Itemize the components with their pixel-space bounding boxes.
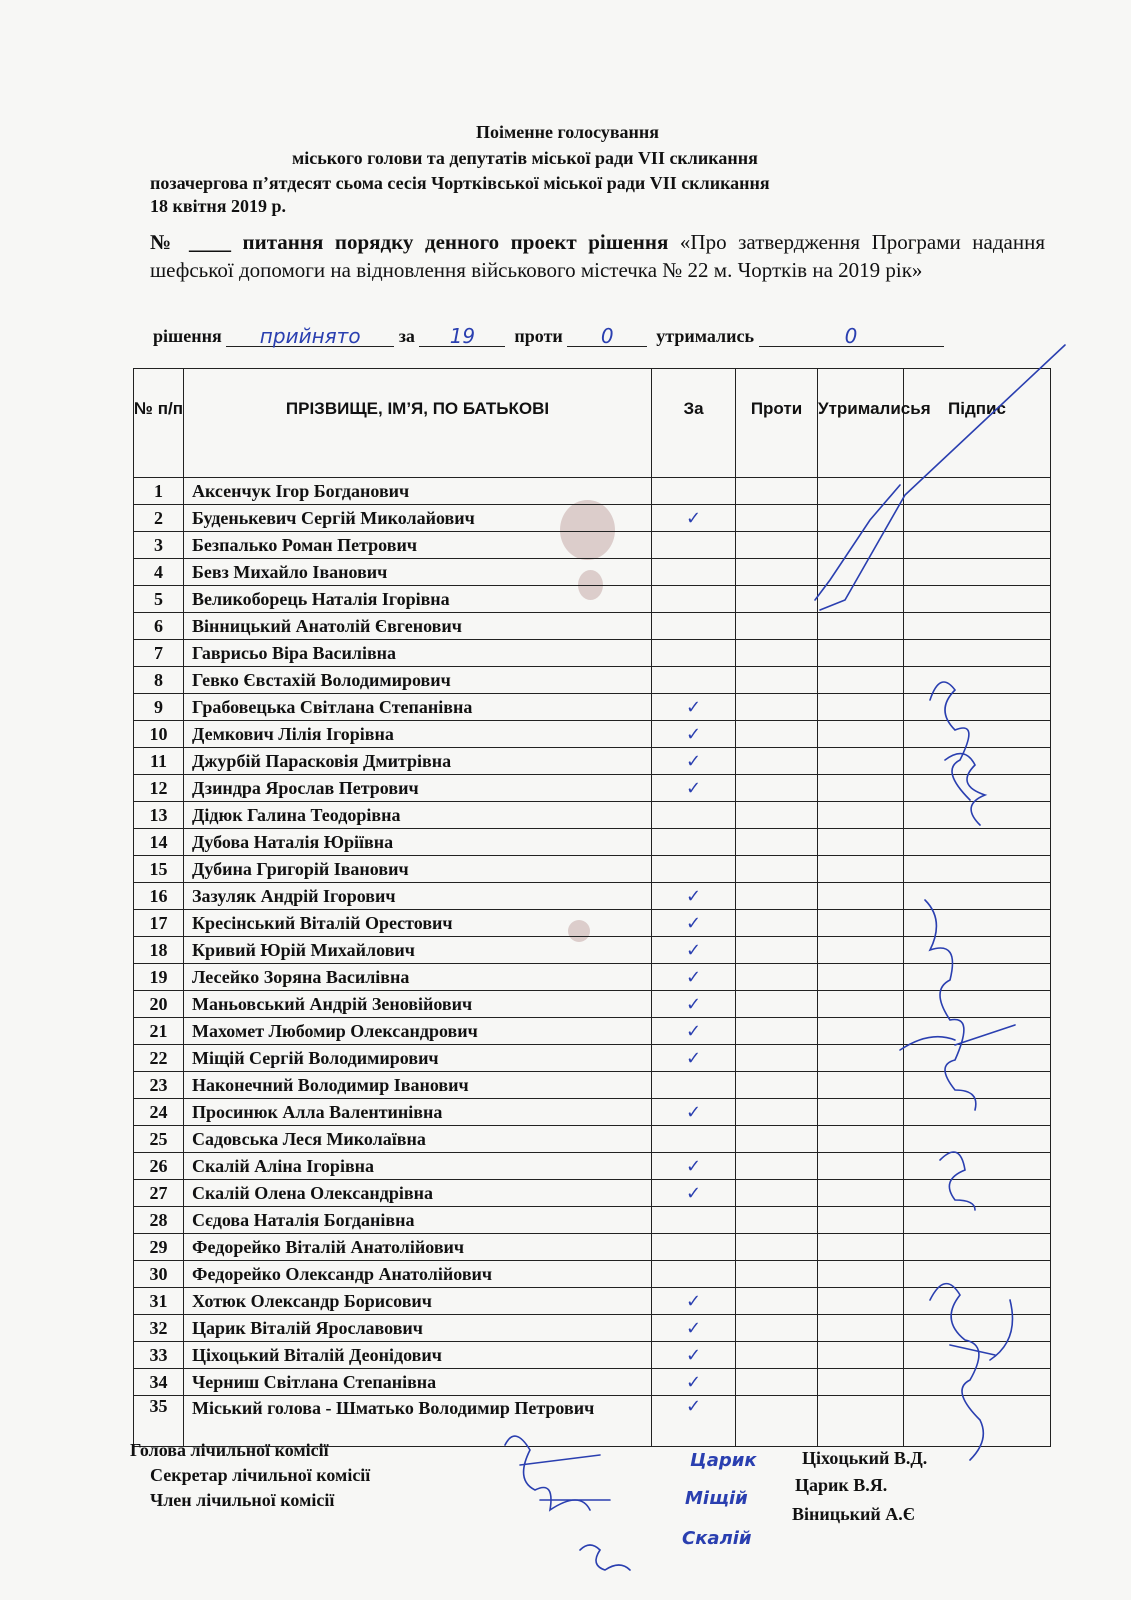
table-row	[134, 640, 1051, 667]
row-vote-against	[736, 586, 818, 613]
table-row	[134, 613, 1051, 640]
row-number: 10	[134, 721, 184, 748]
table-row	[134, 1288, 1051, 1315]
row-vote-abstain	[818, 1126, 904, 1153]
table-row	[134, 964, 1051, 991]
row-number: 4	[134, 559, 184, 586]
row-vote-for: ✓	[652, 694, 736, 721]
row-number: 32	[134, 1315, 184, 1342]
row-vote-for: ✓	[652, 883, 736, 910]
table-row	[134, 559, 1051, 586]
row-name: Кривий Юрій Михайлович	[184, 937, 652, 964]
row-vote-against	[736, 964, 818, 991]
row-vote-against	[736, 937, 818, 964]
row-number: 29	[134, 1234, 184, 1261]
row-name: Гаврисьо Віра Василівна	[184, 640, 652, 667]
row-vote-against	[736, 1396, 818, 1447]
row-name: Махомет Любомир Олександрович	[184, 1018, 652, 1045]
row-vote-for	[652, 1261, 736, 1288]
row-number: 5	[134, 586, 184, 613]
row-name: Маньовський Андрій Зеновійович	[184, 991, 652, 1018]
row-vote-for	[652, 613, 736, 640]
row-vote-against	[736, 1180, 818, 1207]
row-vote-abstain	[818, 478, 904, 505]
row-number: 7	[134, 640, 184, 667]
row-vote-abstain	[818, 613, 904, 640]
against-value: 0	[600, 324, 614, 348]
row-number: 13	[134, 802, 184, 829]
row-name: Буденькевич Сергій Миколайович	[184, 505, 652, 532]
row-number: 3	[134, 532, 184, 559]
row-number: 15	[134, 856, 184, 883]
table-row	[134, 829, 1051, 856]
row-number: 17	[134, 910, 184, 937]
row-vote-for: ✓	[652, 1153, 736, 1180]
row-vote-against	[736, 1126, 818, 1153]
row-signature	[904, 532, 1051, 559]
row-signature	[904, 829, 1051, 856]
table-row	[134, 505, 1051, 532]
row-number: 25	[134, 1126, 184, 1153]
row-name: Вінницький Анатолій Євгенович	[184, 613, 652, 640]
row-number: 27	[134, 1180, 184, 1207]
row-number: 2	[134, 505, 184, 532]
row-signature	[904, 667, 1051, 694]
chair-label: Голова лічильної комісії	[130, 1440, 329, 1460]
member-name: Віницький А.Є	[792, 1504, 915, 1524]
row-vote-abstain	[818, 748, 904, 775]
row-vote-for: ✓	[652, 1315, 736, 1342]
handwritten-name-2: Міщій	[685, 1488, 748, 1509]
row-vote-against	[736, 640, 818, 667]
row-signature	[904, 1396, 1051, 1447]
row-vote-for: ✓	[652, 1369, 736, 1396]
row-number: 12	[134, 775, 184, 802]
row-name: Гевко Євстахій Володимирович	[184, 667, 652, 694]
row-vote-for: ✓	[652, 1180, 736, 1207]
for-value: 19	[449, 324, 476, 348]
row-vote-against	[736, 532, 818, 559]
row-vote-abstain	[818, 1396, 904, 1447]
table-row	[134, 1126, 1051, 1153]
row-number: 19	[134, 964, 184, 991]
row-signature	[904, 964, 1051, 991]
row-vote-abstain	[818, 694, 904, 721]
table-row	[134, 1234, 1051, 1261]
row-vote-abstain	[818, 1072, 904, 1099]
row-signature	[904, 856, 1051, 883]
row-vote-abstain	[818, 667, 904, 694]
table-row	[134, 694, 1051, 721]
row-vote-abstain	[818, 586, 904, 613]
row-vote-for	[652, 559, 736, 586]
row-name: Дзиндра Ярослав Петрович	[184, 775, 652, 802]
table-row	[134, 1072, 1051, 1099]
row-name: Міський голова - Шматько Володимир Петрович	[184, 1396, 652, 1447]
row-vote-for: ✓	[652, 991, 736, 1018]
row-number: 28	[134, 1207, 184, 1234]
row-number: 18	[134, 937, 184, 964]
handwritten-name-1: Царик	[690, 1450, 757, 1471]
handwritten-name-3: Скалій	[682, 1528, 752, 1549]
member-label: Член лічильної комісії	[150, 1490, 335, 1510]
row-vote-for: ✓	[652, 1342, 736, 1369]
abstain-field	[759, 324, 944, 347]
table-row	[134, 748, 1051, 775]
row-number: 14	[134, 829, 184, 856]
row-vote-against	[736, 1234, 818, 1261]
row-signature	[904, 586, 1051, 613]
row-name: Великоборець Наталія Ігорівна	[184, 586, 652, 613]
agenda-title: «Про затвердження Програми надання шефської допомоги на відновлення військового містечка № 22 м. Чортків на 2019 рік»	[150, 230, 1046, 282]
row-vote-for: ✓	[652, 937, 736, 964]
row-signature	[904, 775, 1051, 802]
row-vote-against	[736, 1288, 818, 1315]
row-vote-against	[736, 1261, 818, 1288]
against-label: проти	[514, 326, 563, 346]
row-signature	[904, 1018, 1051, 1045]
row-name: Грабовецька Світлана Степанівна	[184, 694, 652, 721]
row-number: 33	[134, 1342, 184, 1369]
table-row	[134, 802, 1051, 829]
row-vote-abstain	[818, 721, 904, 748]
row-signature	[904, 883, 1051, 910]
row-number: 11	[134, 748, 184, 775]
row-signature	[904, 1180, 1051, 1207]
table-row	[134, 1261, 1051, 1288]
row-signature	[904, 1369, 1051, 1396]
table-row	[134, 1099, 1051, 1126]
row-vote-for	[652, 532, 736, 559]
session-line: позачергова п’ятдесят сьома сесія Чортківської міської ради VІІ скликання	[150, 173, 770, 193]
row-number: 8	[134, 667, 184, 694]
agenda-item	[150, 228, 1045, 284]
row-vote-against	[736, 694, 818, 721]
row-name: Дубина Григорій Іванович	[184, 856, 652, 883]
row-vote-abstain	[818, 1261, 904, 1288]
row-vote-for: ✓	[652, 964, 736, 991]
table-row	[134, 1369, 1051, 1396]
row-signature	[904, 991, 1051, 1018]
row-number: 34	[134, 1369, 184, 1396]
col-against-header: Проти	[736, 369, 818, 478]
row-vote-abstain	[818, 1153, 904, 1180]
row-name: Федорейко Олександр Анатолійович	[184, 1261, 652, 1288]
row-signature	[904, 1099, 1051, 1126]
table-row	[134, 1342, 1051, 1369]
row-signature	[904, 1288, 1051, 1315]
table-body	[134, 478, 1051, 1447]
table-row	[134, 991, 1051, 1018]
row-vote-for	[652, 1207, 736, 1234]
row-signature	[904, 802, 1051, 829]
table-row	[134, 667, 1051, 694]
row-signature	[904, 910, 1051, 937]
row-vote-against	[736, 559, 818, 586]
col-for-header: За	[652, 369, 736, 478]
row-vote-for	[652, 586, 736, 613]
row-vote-against	[736, 478, 818, 505]
col-abstain-header: Утрималисья	[818, 369, 904, 478]
row-vote-against	[736, 910, 818, 937]
row-vote-against	[736, 1369, 818, 1396]
row-vote-abstain	[818, 856, 904, 883]
row-signature	[904, 1072, 1051, 1099]
decision-value-field	[226, 324, 394, 347]
row-signature	[904, 1153, 1051, 1180]
row-vote-abstain	[818, 1369, 904, 1396]
row-vote-for	[652, 1072, 736, 1099]
row-vote-abstain	[818, 1234, 904, 1261]
row-vote-abstain	[818, 1180, 904, 1207]
row-vote-for: ✓	[652, 1099, 736, 1126]
row-name: Кресінський Віталій Орестович	[184, 910, 652, 937]
row-vote-against	[736, 883, 818, 910]
row-number: 6	[134, 613, 184, 640]
row-vote-for	[652, 829, 736, 856]
col-num-header: № п/п	[134, 369, 184, 478]
decision-label: рішення	[153, 326, 222, 346]
row-number: 9	[134, 694, 184, 721]
row-number: 35	[134, 1396, 184, 1447]
table-row	[134, 721, 1051, 748]
row-name: Ціхоцький Віталій Деонідович	[184, 1342, 652, 1369]
row-name: Скалій Аліна Ігорівна	[184, 1153, 652, 1180]
row-signature	[904, 559, 1051, 586]
row-number: 23	[134, 1072, 184, 1099]
row-name: Черниш Світлана Степанівна	[184, 1369, 652, 1396]
row-signature	[904, 1207, 1051, 1234]
row-signature	[904, 1045, 1051, 1072]
row-name: Сєдова Наталія Богданівна	[184, 1207, 652, 1234]
row-name: Скалій Олена Олександрівна	[184, 1180, 652, 1207]
row-signature	[904, 694, 1051, 721]
table-row	[134, 478, 1051, 505]
row-signature	[904, 478, 1051, 505]
row-name: Безпалько Роман Петрович	[184, 532, 652, 559]
table-row	[134, 1315, 1051, 1342]
row-name: Лесейко Зоряна Василівна	[184, 964, 652, 991]
row-vote-for: ✓	[652, 721, 736, 748]
row-vote-for	[652, 1126, 736, 1153]
row-vote-against	[736, 775, 818, 802]
row-vote-against	[736, 1018, 818, 1045]
row-vote-abstain	[818, 829, 904, 856]
row-vote-abstain	[818, 802, 904, 829]
row-vote-against	[736, 613, 818, 640]
col-sign-header: Підпис	[904, 369, 1051, 478]
row-vote-against	[736, 1342, 818, 1369]
row-signature	[904, 613, 1051, 640]
row-name: Хотюк Олександр Борисович	[184, 1288, 652, 1315]
table-row	[134, 775, 1051, 802]
row-vote-abstain	[818, 964, 904, 991]
table-row	[134, 910, 1051, 937]
table-row	[134, 532, 1051, 559]
row-number: 1	[134, 478, 184, 505]
member-signature-icon	[580, 1545, 630, 1570]
row-vote-abstain	[818, 559, 904, 586]
chair-signature-icon	[505, 1436, 590, 1510]
row-vote-against	[736, 856, 818, 883]
row-vote-abstain	[818, 1315, 904, 1342]
chair-name: Ціхоцький В.Д.	[802, 1448, 928, 1468]
table-row	[134, 1207, 1051, 1234]
row-vote-for: ✓	[652, 775, 736, 802]
abstain-value: 0	[844, 324, 858, 348]
row-number: 31	[134, 1288, 184, 1315]
row-vote-abstain	[818, 775, 904, 802]
table-row	[134, 856, 1051, 883]
row-vote-abstain	[818, 937, 904, 964]
row-vote-abstain	[818, 640, 904, 667]
row-signature	[904, 640, 1051, 667]
row-vote-abstain	[818, 1207, 904, 1234]
decision-value: прийнято	[259, 324, 361, 348]
row-vote-against	[736, 1045, 818, 1072]
row-vote-for	[652, 1234, 736, 1261]
session-date: 18 квітня 2019 р.	[150, 196, 287, 216]
row-vote-abstain	[818, 1342, 904, 1369]
row-vote-against	[736, 667, 818, 694]
row-signature	[904, 1126, 1051, 1153]
row-vote-against	[736, 1099, 818, 1126]
voting-table	[133, 368, 1051, 1447]
row-vote-abstain	[818, 1045, 904, 1072]
row-number: 21	[134, 1018, 184, 1045]
row-signature	[904, 937, 1051, 964]
row-signature	[904, 1234, 1051, 1261]
row-number: 30	[134, 1261, 184, 1288]
doc-title: Поіменне голосування	[476, 122, 660, 142]
row-vote-against	[736, 1207, 818, 1234]
row-vote-for	[652, 640, 736, 667]
row-vote-against	[736, 991, 818, 1018]
agenda-prefix: № ____ питання порядку денного проект рішення	[150, 230, 669, 254]
row-vote-abstain	[818, 1018, 904, 1045]
row-vote-for: ✓	[652, 910, 736, 937]
row-vote-for: ✓	[652, 748, 736, 775]
row-signature	[904, 1315, 1051, 1342]
row-name: Демкович Лілія Ігорівна	[184, 721, 652, 748]
row-name: Джурбій Парасковія Дмитрівна	[184, 748, 652, 775]
row-vote-against	[736, 1315, 818, 1342]
table-row	[134, 1180, 1051, 1207]
row-signature	[904, 748, 1051, 775]
row-name: Бевз Михайло Іванович	[184, 559, 652, 586]
row-vote-abstain	[818, 505, 904, 532]
table-row	[134, 1396, 1051, 1447]
row-vote-for	[652, 802, 736, 829]
row-signature	[904, 721, 1051, 748]
row-vote-against	[736, 721, 818, 748]
row-vote-for	[652, 856, 736, 883]
row-signature	[904, 505, 1051, 532]
row-vote-abstain	[818, 991, 904, 1018]
against-field	[567, 324, 647, 347]
row-vote-against	[736, 748, 818, 775]
row-number: 22	[134, 1045, 184, 1072]
row-name: Просинюк Алла Валентинівна	[184, 1099, 652, 1126]
row-vote-for: ✓	[652, 505, 736, 532]
row-vote-abstain	[818, 1099, 904, 1126]
row-vote-for	[652, 478, 736, 505]
secretary-label: Секретар лічильної комісії	[150, 1465, 371, 1485]
row-vote-against	[736, 1072, 818, 1099]
row-vote-abstain	[818, 883, 904, 910]
row-vote-against	[736, 829, 818, 856]
row-name: Зазуляк Андрій Ігорович	[184, 883, 652, 910]
row-name: Федорейко Віталій Анатолійович	[184, 1234, 652, 1261]
row-vote-for: ✓	[652, 1396, 736, 1447]
table-row	[134, 1153, 1051, 1180]
row-signature	[904, 1261, 1051, 1288]
secretary-name: Царик В.Я.	[795, 1475, 888, 1495]
row-vote-against	[736, 505, 818, 532]
row-vote-against	[736, 802, 818, 829]
row-vote-for: ✓	[652, 1018, 736, 1045]
row-name: Садовська Леся Миколаївна	[184, 1126, 652, 1153]
row-number: 26	[134, 1153, 184, 1180]
col-name-header: ПРІЗВИЩЕ, ІМ’Я, ПО БАТЬКОВІ	[184, 369, 652, 478]
row-name: Дубова Наталія Юріївна	[184, 829, 652, 856]
row-name: Аксенчук Ігор Богданович	[184, 478, 652, 505]
row-vote-abstain	[818, 1288, 904, 1315]
row-vote-for: ✓	[652, 1045, 736, 1072]
table-row	[134, 1045, 1051, 1072]
table-row	[134, 883, 1051, 910]
row-vote-abstain	[818, 910, 904, 937]
for-label: за	[398, 326, 415, 346]
row-vote-for: ✓	[652, 1288, 736, 1315]
row-name: Царик Віталій Ярославович	[184, 1315, 652, 1342]
row-number: 24	[134, 1099, 184, 1126]
table-row	[134, 586, 1051, 613]
row-number: 20	[134, 991, 184, 1018]
abstain-label: утримались	[656, 326, 754, 346]
row-vote-against	[736, 1153, 818, 1180]
row-name: Міщій Сергій Володимирович	[184, 1045, 652, 1072]
for-field	[419, 324, 505, 347]
row-name: Дідюк Галина Теодорівна	[184, 802, 652, 829]
row-name: Наконечний Володимир Іванович	[184, 1072, 652, 1099]
table-row	[134, 1018, 1051, 1045]
row-number: 16	[134, 883, 184, 910]
doc-subtitle: міського голови та депутатів міської ради VІІ скликання	[292, 148, 758, 168]
row-vote-abstain	[818, 532, 904, 559]
table-header-row	[134, 369, 1051, 478]
decision-line	[153, 324, 944, 347]
row-vote-for	[652, 667, 736, 694]
table-row	[134, 937, 1051, 964]
row-signature	[904, 1342, 1051, 1369]
